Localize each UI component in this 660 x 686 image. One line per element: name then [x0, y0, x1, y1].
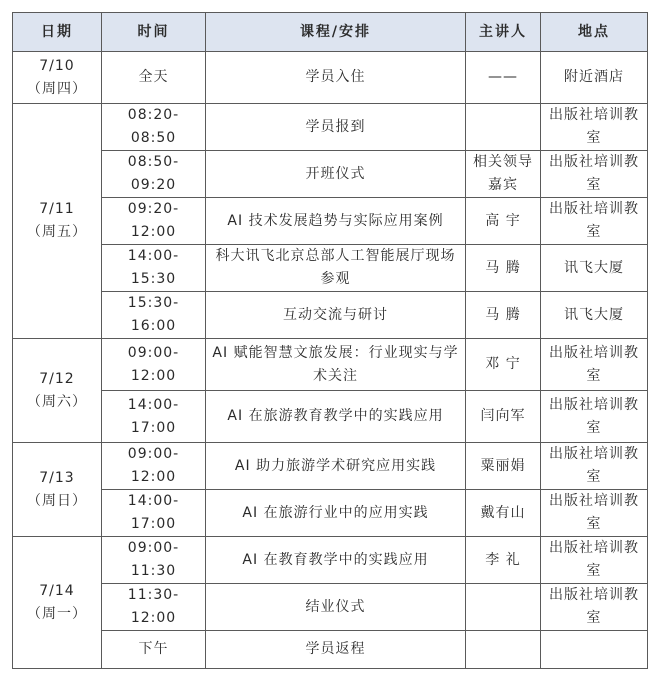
course-cell: AI 助力旅游学术研究应用实践	[206, 443, 466, 490]
course-cell: 学员返程	[206, 631, 466, 669]
speaker-cell: 闫向军	[466, 391, 541, 443]
course-cell: 开班仪式	[206, 151, 466, 198]
weekday: （周六）	[27, 393, 87, 410]
table-row	[13, 631, 648, 669]
speaker-cell: 邓 宁	[466, 339, 541, 391]
time-cell: 08:20-08:50	[102, 104, 206, 151]
time-cell: 09:20-12:00	[102, 198, 206, 245]
speaker-cell: 马 腾	[466, 245, 541, 292]
table-row	[13, 537, 648, 584]
speaker-cell: ——	[466, 52, 541, 104]
date: 7/10	[39, 57, 75, 74]
location-cell: 出版社培训教室	[541, 443, 648, 490]
time-cell: 09:00-11:30	[102, 537, 206, 584]
location-cell: 出版社培训教室	[541, 339, 648, 391]
header-location: 地点	[541, 13, 648, 52]
speaker-cell	[466, 104, 541, 151]
date-cell	[13, 537, 102, 669]
course-cell: 互动交流与研讨	[206, 292, 466, 339]
table-row	[13, 52, 648, 104]
speaker-cell: 相关领导嘉宾	[466, 151, 541, 198]
speaker-cell	[466, 631, 541, 669]
time-cell: 14:00-17:00	[102, 490, 206, 537]
location-cell: 出版社培训教室	[541, 104, 648, 151]
location-cell: 附近酒店	[541, 52, 648, 104]
time-cell: 15:30-16:00	[102, 292, 206, 339]
location-cell: 讯飞大厦	[541, 292, 648, 339]
speaker-cell: 高 宇	[466, 198, 541, 245]
location-cell: 讯飞大厦	[541, 245, 648, 292]
table-row	[13, 339, 648, 391]
schedule-table	[12, 12, 648, 669]
time-cell: 08:50-09:20	[102, 151, 206, 198]
weekday: （周五）	[27, 224, 87, 240]
course-cell: 结业仪式	[206, 584, 466, 631]
table-row	[13, 490, 648, 537]
time-cell: 14:00-17:00	[102, 391, 206, 443]
date: 7/11	[39, 201, 75, 217]
date: 7/12	[39, 370, 75, 387]
location-cell: 出版社培训教室	[541, 198, 648, 245]
location-cell: 出版社培训教室	[541, 490, 648, 537]
time-cell: 全天	[102, 52, 206, 104]
speaker-cell: 粟丽娟	[466, 443, 541, 490]
course-cell: 学员报到	[206, 104, 466, 151]
speaker-cell	[466, 584, 541, 631]
table-row	[13, 151, 648, 198]
course-cell: AI 技术发展趋势与实际应用案例	[206, 198, 466, 245]
location-cell: 出版社培训教室	[541, 537, 648, 584]
date: 7/14	[39, 582, 75, 599]
course-cell: 科大讯飞北京总部人工智能展厅现场参观	[206, 245, 466, 292]
weekday: （周日）	[27, 492, 87, 509]
date-cell	[13, 339, 102, 443]
header-time: 时间	[102, 13, 206, 52]
table-row	[13, 584, 648, 631]
location-cell: 出版社培训教室	[541, 151, 648, 198]
table-row	[13, 443, 648, 490]
header-date: 日期	[13, 13, 102, 52]
table-row	[13, 391, 648, 443]
time-cell: 09:00-12:00	[102, 339, 206, 391]
date-cell	[13, 443, 102, 537]
table-row	[13, 198, 648, 245]
time-cell: 09:00-12:00	[102, 443, 206, 490]
course-cell: 学员入住	[206, 52, 466, 104]
location-cell	[541, 631, 648, 669]
time-cell: 14:00-15:30	[102, 245, 206, 292]
course-cell: AI 在旅游教育教学中的实践应用	[206, 391, 466, 443]
weekday: （周四）	[27, 80, 87, 97]
date-cell	[13, 104, 102, 339]
course-cell: AI 在教育教学中的实践应用	[206, 537, 466, 584]
course-cell: AI 在旅游行业中的应用实践	[206, 490, 466, 537]
header-row	[13, 13, 648, 52]
date-cell	[13, 52, 102, 104]
speaker-cell: 戴有山	[466, 490, 541, 537]
speaker-cell: 马 腾	[466, 292, 541, 339]
header-speaker: 主讲人	[466, 13, 541, 52]
date: 7/13	[39, 469, 75, 486]
time-cell: 下午	[102, 631, 206, 669]
table-row	[13, 292, 648, 339]
time-cell: 11:30-12:00	[102, 584, 206, 631]
speaker-cell: 李 礼	[466, 537, 541, 584]
table-row	[13, 104, 648, 151]
table-row	[13, 245, 648, 292]
course-cell: AI 赋能智慧文旅发展：行业现实与学术关注	[206, 339, 466, 391]
location-cell: 出版社培训教室	[541, 391, 648, 443]
weekday: （周一）	[27, 605, 87, 622]
header-course: 课程/安排	[206, 13, 466, 52]
location-cell: 出版社培训教室	[541, 584, 648, 631]
